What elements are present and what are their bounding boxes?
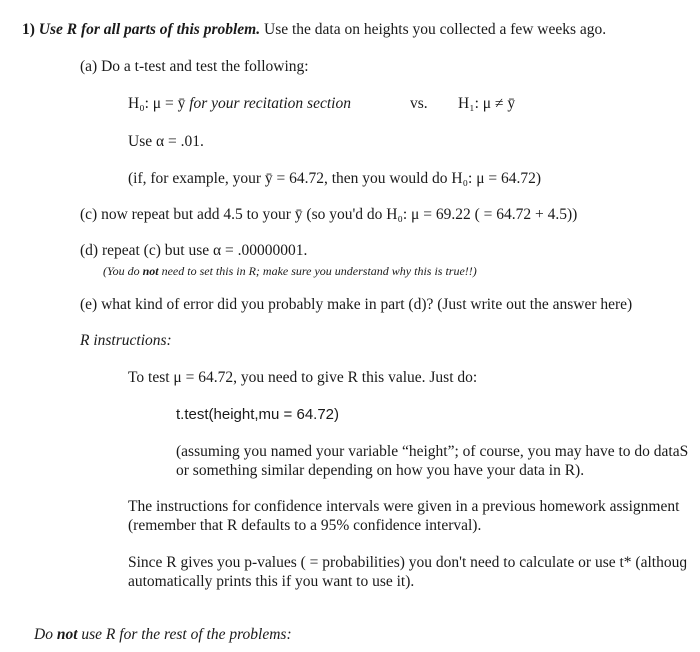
problem-title-rest: Use the data on heights you collected a few weeks ago.: [264, 21, 607, 38]
r-assume-line-2: or something similar depending on how you have your data in R).: [176, 462, 585, 479]
part-d-note: (You do not need to set this in R; make sure you understand why this is true!!): [103, 264, 477, 278]
footer-instruction: Do not use R for the rest of the problems:: [34, 626, 292, 643]
r-pvalue-line-1: Since R gives you p-values ( = probabilities) you don't need to calculate or use t* (althouɡ: [128, 554, 688, 571]
r-ci-line-2: (remember that R defaults to a 95% confidence interval).: [128, 517, 482, 534]
hypothesis-null: H₀: μ = ȳ for your recitation section: [128, 95, 351, 112]
part-d: (d) repeat (c) but use α = .00000001.: [80, 242, 308, 259]
hypothesis-vs: vs.: [410, 95, 428, 112]
r-pvalue-line-2: automatically prints this if you want to use it).: [128, 573, 415, 590]
problem-title-emphasis: Use R for all parts of this problem.: [38, 21, 261, 38]
problem-title: [22, 21, 606, 39]
part-c: (c) now repeat but add 4.5 to your ȳ (so you'd do H₀: μ = 69.22 ( = 64.72 + 4.5)): [80, 206, 578, 223]
r-code-example: t.test(height,mu = 64.72): [176, 406, 340, 423]
r-assume-line-1: (assuming you named your variable “height”; of course, you may have to do dataS: [176, 443, 689, 460]
alpha-level: Use α = .01.: [128, 133, 204, 150]
hypothesis-alt: H₁: μ ≠ ȳ: [458, 95, 516, 112]
part-e: (e) what kind of error did you probably make in part (d)? (Just write out the answer here): [80, 296, 633, 313]
part-a-intro: (a) Do a t-test and test the following:: [80, 58, 309, 75]
part-a-example: (if, for example, your ȳ = 64.72, then you would do H₀: μ = 64.72): [128, 170, 542, 187]
r-instructions-heading: R instructions:: [80, 332, 172, 349]
r-to-test: To test μ = 64.72, you need to give R this value. Just do:: [128, 369, 478, 386]
problem-number: 1): [22, 21, 35, 38]
r-ci-line-1: The instructions for confidence intervals were given in a previous homework assignment: [128, 498, 680, 515]
